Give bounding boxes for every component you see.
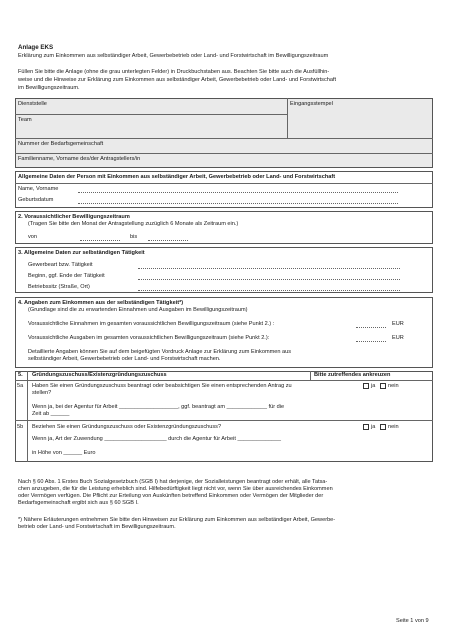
ausgaben-input[interactable] <box>356 341 386 342</box>
q5b-nein-checkbox[interactable] <box>380 424 386 430</box>
gewerbeart-input[interactable] <box>138 268 400 269</box>
instructions-line-2: weise und die Hinweise zur Erklärung zum Einkommen aus selbständiger Arbeit, Gewerbebetrieb oder Land- und Forstwirtschaft <box>18 77 337 83</box>
q5a-line-2: stellen? <box>32 390 52 396</box>
ausgaben-currency: EUR <box>392 335 404 341</box>
q5a-follow-line-2: Zeit ab ______ <box>32 411 70 417</box>
section-5-tick-divider <box>310 371 311 380</box>
q5b-nein-label: nein <box>388 424 399 430</box>
q5a-ja-checkbox[interactable] <box>363 383 369 389</box>
section-5-number-column <box>27 371 28 462</box>
ausgaben-label: Voraussichtliche Ausgaben im gesamten voraussichtlichen Bewilligungszeitraum (siehe Punkt 2.): <box>28 335 270 341</box>
name-label: Name, Vorname <box>18 186 59 192</box>
q5a-follow-line-1: Wenn ja, bei der Agentur für Arbeit ___________________, ggf. beantragt am _____________ für die <box>32 404 285 410</box>
legal-line-2: chen anzugeben, die für die Leistung erheblich sind. Hilfebedürftigkeit liegt nicht vor, wenn Sie über ausreichendes Einkommen <box>18 486 333 492</box>
antragsteller-name-label: Familienname, Vorname des/der Antragstellers/in <box>18 156 141 162</box>
q5b-follow: Wenn ja, Art der Zuwendung ____________________ durch die Agentur für Arbeit ______________ <box>32 436 282 442</box>
q5b-question: Beziehen Sie einen Gründungszuschuss oder Existenzgründungszuschuss? <box>32 424 222 430</box>
q5a-nein-checkbox[interactable] <box>380 383 386 389</box>
name-input[interactable] <box>78 192 398 193</box>
general-heading-divider <box>15 183 433 184</box>
office-line-3 <box>15 153 433 154</box>
instructions-line-3: im Bewilligungszeitraum. <box>18 85 80 91</box>
q5b-ja-checkbox[interactable] <box>363 424 369 430</box>
q5a-line-1: Haben Sie einen Gründungszuschuss beantragt oder beabsichtigen Sie einen entsprechenden Antrag zu <box>32 383 292 389</box>
bis-input[interactable] <box>148 240 188 241</box>
beginn-input[interactable] <box>138 279 400 280</box>
section-3-heading: 3. Allgemeine Daten zur selbständigen Tätigkeit <box>18 250 145 256</box>
page-number: Seite 1 von 9 <box>396 618 429 624</box>
einnahmen-label: Voraussichtliche Einnahmen im gesamten voraussichtlichen Bewilligungszeitraum (siehe Punkt 2.) : <box>28 321 275 327</box>
q5b-label: 5b <box>17 424 24 430</box>
von-input[interactable] <box>80 240 120 241</box>
general-heading: Allgemeine Daten der Person mit Einkommen aus selbständiger Arbeit, Gewerbebetrieb oder Land- und Forstwirtschaft <box>18 174 336 180</box>
office-line-2 <box>15 138 433 139</box>
q5b-ja-label: ja <box>371 424 376 430</box>
section-5a-divider <box>15 420 433 421</box>
office-divider <box>287 98 288 138</box>
team-label: Team <box>18 117 32 123</box>
detail-line-2: selbständiger Arbeit, Gewerbebetrieb oder Land- und Forstwirtschaft machen. <box>28 356 221 362</box>
gewerbeart-label: Gewerbeart bzw. Tätigkeit <box>28 262 93 268</box>
q5b-amount: in Höhe von ______ Euro <box>32 450 96 456</box>
legal-line-4: Bedarfsgemeinschaft ergibt sich aus § 60 SGB I. <box>18 500 139 506</box>
q5a-label: 5a <box>17 383 24 389</box>
von-label: von <box>28 234 38 240</box>
eingangsstempel-label: Eingangsstempel <box>290 101 333 107</box>
page-subtitle: Erklärung zum Einkommen aus selbständiger Arbeit, Gewerbebetrieb oder Land- und Forstwirtschaft im Bewilligungszeitraum <box>18 53 329 59</box>
birthdate-label: Geburtsdatum <box>18 197 54 203</box>
einnahmen-currency: EUR <box>392 321 404 327</box>
einnahmen-input[interactable] <box>356 327 386 328</box>
instructions-line-1: Füllen Sie bitte die Anlage (ohne die grau unterlegten Felder) in Druckbuchstaben aus. Beachten Sie bitte auch die Ausfüllhin- <box>18 69 330 75</box>
tick-header: Bitte zutreffendes ankreuzen <box>314 372 391 378</box>
legal-line-1: Nach § 60 Abs. 1 Erstes Buch Sozialgesetzbuch (SGB I) hat derjenige, der Sozialleistungen beantragt oder erhält, alle Tatsa- <box>18 479 328 485</box>
bis-label: bis <box>130 234 138 240</box>
section-5-number: 5. <box>18 372 23 378</box>
section-2-heading: 2. Voraussichtlicher Bewilligungszeitraum <box>18 214 130 220</box>
office-line-1 <box>15 114 287 115</box>
q5a-nein-label: nein <box>388 383 399 389</box>
beginn-label: Beginn, ggf. Ende der Tätigkeit <box>28 273 105 279</box>
legal-line-3: oder Vermögen verfügen. Die Pflicht zur Erteilung von Auskünften betreffend Einkommen oder Vermögen der Mitglieder der <box>18 493 324 499</box>
betriebssitz-label: Betriebssitz (Straße, Ort) <box>28 284 90 290</box>
section-2-note: (Tragen Sie bitte den Monat der Antragstellung zuzüglich 6 Monate als Zeitraum ein.) <box>28 221 239 227</box>
section-4-heading: 4. Angaben zum Einkommen aus der selbständigen Tätigkeit*) <box>18 300 184 306</box>
section-4-note: (Grundlage sind die zu erwartenden Einnahmen und Ausgaben im Bewilligungszeitraum) <box>28 307 248 313</box>
betriebssitz-input[interactable] <box>138 290 400 291</box>
section-5-heading-divider <box>15 380 433 381</box>
bg-nummer-label: Nummer der Bedarfsgemeinschaft <box>18 141 104 147</box>
detail-line-1: Detaillierte Angaben können Sie auf dem beigefügten Vordruck Anlage zur Erklärung zum Einkommen aus <box>28 349 292 355</box>
q5a-ja-label: ja <box>371 383 376 389</box>
page-title: Anlage EKS <box>18 44 54 51</box>
footnote-line-2: betrieb oder Land- und Forstwirtschaft im Bewilligungszeitraum. <box>18 524 176 530</box>
section-5-heading: Gründungszuschuss/Existenzgründungszuschuss <box>32 372 167 378</box>
birthdate-input[interactable] <box>78 203 398 204</box>
dienststelle-label: Dienststelle <box>18 101 47 107</box>
footnote-line-1: *) Nähere Erläuterungen entnehmen Sie bitte den Hinweisen zur Erklärung zum Einkommen aus selbständiger Arbeit, Gewerbe- <box>18 517 336 523</box>
